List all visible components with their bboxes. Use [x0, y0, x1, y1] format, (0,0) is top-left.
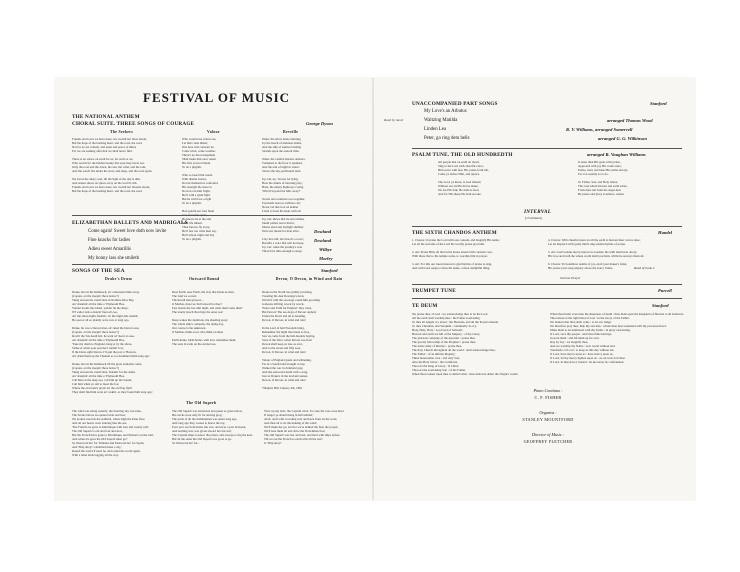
valour-title: Valour — [207, 130, 220, 134]
drakes-drum-text: Drake, he's in his hammock, an' a thousand mile away, (Capten, art tha sleepin' there below?) Slung atween the round shot in Nombre Dios Bay, An' dreamin' all the time o' Plymouth Hoe. Yonder looms the island, yonder lie the ships, Wi' sailor lads a-dancin' heel-an'-toe, An' the shore-lights flashin', an' the night-tide dashin', He sees et all so plainly as he saw et long ago. Drake, he was a Devon man, an' ruled the Devon seas, (Capten, art tha sleepin' there below?) Rovin' tho' his death fell, he went wi' heart at ease, An' dreamin' all the time o' Plymouth Hoe. 'Take my drum to England, hang et by the shore, Strike et when your powder's runnin' low; If the Dons sight Devon, I'll quit the port o' Heaven, An' drum them up the Channel as we drummed them long ago.' Drake, he's in his hammock till the great Armadas come, (Capten, art tha sleepin' there below?) Slung atween the round shot, listenin' for the drum, An' dreamin' all the time o' Plymouth Hoe. Call him on the deep sea, call him up the Sound, Call him when ye sail to meet the foe; Where the old trade's plyin' an' the old flag flyin' They shall find him ware an' wakin', as they found him long ago! — [72, 290, 153, 394]
trumpet-tune-heading: TRUMPET TUNE — [412, 288, 456, 294]
part-songs-composer: Stanford — [650, 101, 667, 106]
part-song-arranger: arranged Thomas Wood — [607, 118, 653, 123]
chandos-composer: Handel — [658, 230, 673, 235]
director-name: GEOFFREY FLETCHER — [523, 439, 573, 444]
divider — [412, 298, 682, 299]
organist-name: STANLEY MOUNTFORD — [522, 417, 574, 422]
psalm-verse: O enter then His gates with praise, Approach with joy His courts unto; Praise, laud, and bless His name always, For it is seemly so to do. To Father, Son, and Holy Ghost, The God whom heaven and earth adore, From men and from the angel-host Be praise and glory evermore. Amen. — [578, 160, 629, 196]
devon-text: Drake in the North Sea grimly prowling, Treading his dear Revenge's deck, Watch'd with the sea-dogs round him growling Galleons drifting wreck by wreck. 'Fetter and Faith for Empire!' they cried, But Devon! The sea-dogs of Devon replied; Under the Devil and all as heading, Devon, O Devon, in wind and rain! In the Lord of hell Freedom bring, Remember the night that made as free, Saw us come from the hell-hounds baying, Sons of the West, when Devon was free! Devon shall keep us true as ever, And to the seven and fifty seas, Devon, O Devon, in wind and rain! Valour of England gaunt and whitening, Far in a South-land brought to bay, Walked the war in Zululand gray, And she answered death with a song, Just as Drake's in the lowland sunset, Devon, O Devon, in wind and rain! *Majuba Hill, January 4th, 1881 — [262, 290, 320, 390]
psalm-verse: All people that on earth do dwell, Sing to the Lord with cheerful voice; Him serve with fear, His praise forth tell, Come ye before Him, and rejoice. The Lord, ye know, is God indeed; Without our aid He did us make; We are His folk, He doth us feed, And for His sheep He doth us take. — [438, 160, 489, 196]
devon-title: Devon, O Devon, in Wind and Rain — [275, 277, 343, 281]
sea-songs-heading: SONGS OF THE SEA — [72, 268, 125, 274]
page-fold — [372, 78, 374, 500]
part-songs-heading: UNACCOMPANIED PART SONGS — [412, 101, 498, 107]
te-deum-heading: TE DEUM — [412, 303, 438, 309]
ballet-item-title: Adieu sweet Amarillis — [88, 247, 131, 252]
page-title: FESTIVAL OF MUSIC — [143, 90, 291, 105]
piano-continuo-name: C. F. FISHER — [534, 395, 562, 400]
piano-continuo-role: Piano Continuo : — [533, 388, 563, 393]
old-superb-verse: The wind was rising easterly, the morning sky was blue, The Straits before us opened wide and free; We looked towards the Admiral, where high the Peter flew, And all our hearts were dancing like the sea. 'The French are gone to Martinique with four and twenty sail! The Old Superb is old and foul and slow, But the French have gone to Martinique, and Nelson's on the trail, And where he goes the Old Superb must go!' So Westward ho! for Trinidad and Eastward ho! for Spain, And 'Ship ahoy!' a hundred times a day; Round the world if need be, and round the world again, With a lame duck lagging all the way. — [72, 409, 154, 457]
reveille-text: Wake: the silver dusk returning Up the beach of darkness brims, And the ship of sunrise burning Strands upon the eastern rims. Wake: the vaulted shadow shatters, Trampled to the floor it spanned, And the tent of night in tatters Straws the sky-pavilioned land. Up, lad, up, 'tis late for lying; Hear the drums of morning play; Hark, the empty highways crying 'Who'll beyond the hills away?' Towns and countries woo together, Forelands beacon, belfries call; Never lad that trod on leather Lived to feast his heart with all. Up, lad: thews that lie and cumber Sunlit pallets never thrive; Morns abed and daylight slumber Were not meant for man alive. Clay lies still, but blood's a rover; Breath's a ware that will not keep. Up, lad: when the journey's over There'll be time enough to sleep. — [262, 137, 306, 253]
seekers-text: Friends and loves we have none, nor wealth nor blest abode, But the hope of the burning heart, and the road, the road. Not for us are content, and quiet and peace of mind, For we are seeking after that we shall never find. There is no solace on earth for us, for such as we, Who search for the hidden beauty that eyes may never see. Only the road and the dawn, the sun, the wind, and the rain, And the watch fire under the stars, and sleep, and the road again. We travel the dusty road, till the light of the day is dim, And sunset shows us spires away on the world's rim. Friends and loves we have none, nor wealth nor blessed abode, But the hope of the burning heart, and the road, the road. — [72, 137, 153, 193]
ballet-item-composer: Morley — [319, 256, 333, 261]
interval-heading: INTERVAL — [524, 209, 552, 215]
part-song-arranger: R. V. Williams, arranged Somervell — [566, 127, 633, 132]
outward-bound-title: Outward Bound — [189, 277, 220, 281]
seekers-title: The Seekers — [110, 130, 134, 134]
part-song-arranger: arranged G. G. Wilkinson — [598, 136, 647, 141]
national-anthem-heading: THE NATIONAL ANTHEM — [72, 114, 140, 120]
interval-duration: (15 minutes) — [525, 216, 543, 220]
part-song-title: Peter, go ring dem bells — [424, 136, 470, 141]
choral-suite-heading: CHORAL SUITE. THREE SONGS OF COURAGE — [72, 121, 195, 127]
part-song-title: Linden Lea — [424, 127, 446, 132]
choral-suite-composer: George Dyson — [306, 121, 333, 126]
divider — [412, 226, 682, 227]
organist-role: Organist : — [539, 410, 557, 415]
divider — [412, 148, 682, 149]
handwritten-note: Read by hand — [384, 118, 403, 122]
divider — [72, 215, 352, 216]
te-deum-text: We praise thee, O God : we acknowledge thee to be the Lord. All the earth doth worship thee : the Father everlasting. To thee all Angels cry aloud : the Heavens, and all the Powers therein. To thee Cherubin, and Seraphin : continually do cry, Holy, Holy, Holy : Lord God of Sabaoth; Heaven and earth are full of the Majesty : of thy Glory. The glorious company of the Apostles : praise thee. The goodly fellowship of the Prophets : praise thee. The noble army of Martyrs : praise thee. The holy Church throughout all the world : doth acknowledge thee; The Father : of an infinite Majesty; Thine honourable, true : and only Son; Also the Holy Ghost : the Comforter. Thou art the King of Glory : O Christ. Thou art the everlasting Son : of the Father. When thou tookest upon thee to deliver man : thou didst not abhor the Virgin's womb. — [412, 312, 519, 376]
outward-bound-text: Dear Earth, near Earth, the clay that made us men, The land we sowed, The hearth that glowed— O Mother, must we bid farewell to thee? Fast dawns the last dim night, and what shall come then? The lonely beach that rings the outer sea! Deep wakes the deathrole, the sheeting spray The whole ship's company, the dying day, Our course is the unknown. O Mother, think on us who think on thee! Earth-home, birth-home, with love remember them, The sons in exile on the eternal sea. — [172, 290, 243, 346]
old-superb-title: The Old Superb — [186, 401, 217, 405]
divider — [412, 284, 682, 285]
ballet-item-composer: Dowland — [314, 229, 332, 234]
chandos-text: 4. Chorus: With cheerful notes let all the earth to heaven their voices raise; Let all inspire'd with godly mirth sing solemn hymns of praise. 5. Air: God's tender mercy knows no bounds; his truth shall ne'er decay; His love and truth the whole world shall proclaim, whilst he surveys them all. 6. Chorus: Ye boundless realms of joy, exalt your maker's fame; His praise your song employ above the starry frame. — [548, 238, 645, 270]
director-role: Director of Music : — [531, 432, 565, 437]
divider — [72, 264, 352, 265]
handwritten-note: Sermon Prayer — [560, 276, 581, 280]
ballet-item-title: My bonny lass she smileth — [88, 256, 140, 261]
valour-text: Who would true valour see, Let him come hither; One here will constant be, Come wind, come weather. There's no discouragement Shall make him once relent His first avowed intent To be a pilgrim. Who so beset him round With dismal stories, Do but themselves confound, His strength the more is. No lion can him fright, He'll with a giant fight, But he will have a right To be a pilgrim. Hob-goblin nor foul fiend Can daunt his spirit; He knows he at the end Shall life inherit. Then fancies fly away, He'll fear not what men say, He'll labour night and day To be a pilgrim. — [182, 137, 219, 241]
ballet-item-title: Come again! Sweet love doth now invite — [88, 229, 167, 234]
old-superb-verse: 'Now up my lads,' the Captain cried, 'for sure the case were hard If longer ye should hang in hell behind;' Aloft, aloft with crowding sail, and back from on the ward, And then all to do the making of the wind! We'll make her go, and for we're behind the fleet the proper; We'll beat them all and drive the Frenchman foul, The Old Superb was last and best, and hard with ships before Till we ran the French to earth with all the rest! O 'Ship ahoy!' — [264, 409, 344, 445]
handwritten-note: Read of book 2 — [634, 266, 655, 270]
sea-songs-composer: Stanford — [321, 268, 338, 273]
te-deum-text: When thou hadst overcome the sharpness of death : thou didst open the Kingdom of Heaven to all believers. Thou sittest at the right hand of God : in the Glory of the Father. We believe that thou shalt come : to be our Judge. We therefore pray thee, help thy servants : whom thou hast redeemed with thy precious blood. Make them to be numbered with thy Saints : in glory everlasting. O Lord, save thy people : and bless thine heritage. Govern them : and lift them up for ever. Day by day : we magnify thee; And we worship thy Name : ever world without end. Vouchsafe, O Lord : to keep us this day without sin. O Lord, have mercy upon us : have mercy upon us. O Lord, let thy mercy lighten upon us : as our trust is in thee. O Lord, in thee have I trusted : let me never be confounded. — [550, 312, 684, 364]
old-superb-verse: The Old Superb was barnacled and green as grass below, Her sticks were only fit for stirring grog; The pride of all the midshipmen was silent long ago, And long ago they ceased to heave the log. Four year out from home she was, and ne'er a port between, And nothing now was given aboard her but salt; The Captain ships to know the prizes, and sweeps to dig the keel, But all the same the Old Superb was good to go. So Westward ho! for... — [172, 409, 253, 445]
trumpet-tune-composer: Purcell — [658, 288, 672, 293]
te-deum-composer: Stanford — [652, 303, 669, 308]
chandos-text: 1. Chorus: O praise the Lord with one consent, and magnify His name; Let all the servants of the Lord his worthy praise proclaim. 2. Air: Praise Him, all that in his house attend with constant care, With those that to his temple come, to worship him in prayer. 3. Air: For this our truest interest is glad hymns of praise to sing, And with loud songs to bless his name, a most delightful thing. — [412, 238, 500, 270]
reveille-title: Reveille — [283, 130, 299, 134]
ballet-item-composer: Dowland — [314, 238, 332, 243]
psalm-heading: PSALM TUNE. THE OLD HUNDREDTH — [412, 152, 513, 158]
part-song-title: My Love's an Arbutus — [424, 109, 467, 114]
ballets-heading: ELIZABETHAN BALLETS AND MADRIGALS — [72, 220, 188, 226]
ballet-item-title: Fine knacks for ladies — [88, 238, 131, 243]
part-song-title: Waltzing Matilda — [424, 118, 458, 123]
ballet-item-composer: Wilbye — [319, 247, 332, 252]
psalm-arranger: arranged R. Vaughan Williams — [587, 152, 646, 157]
chandos-heading: THE SIXTH CHANDOS ANTHEM — [412, 230, 497, 236]
drakes-drum-title: Drake's Drum — [105, 277, 132, 281]
